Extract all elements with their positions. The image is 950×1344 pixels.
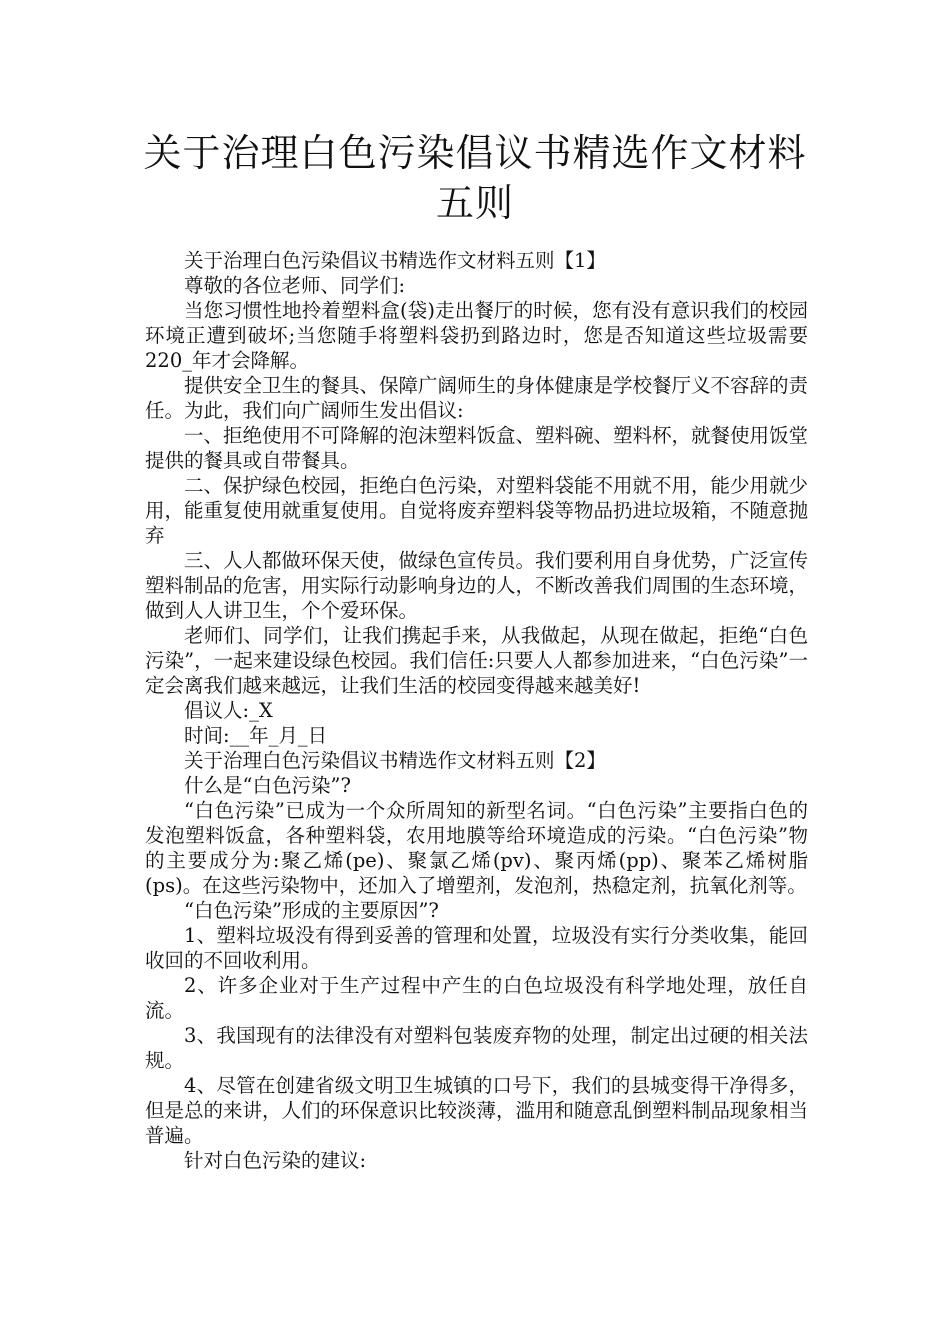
paragraph: 一、拒绝使用不可降解的泡沫塑料饭盒、塑料碗、塑料杯，就餐使用饭堂提供的餐具或自带餐具。 <box>145 424 809 472</box>
paragraph: 当您习惯性地拎着塑料盒(袋)走出餐厅的时候，您有没有意识我们的校园环境正遭到破坏;当您随手将塑料袋扔到路边时，您是否知道这些垃圾需要220_年才会降解。 <box>145 299 808 372</box>
paragraph: 2、许多企业对于生产过程中产生的白色垃圾没有科学地处理，放任自流。 <box>145 974 808 1022</box>
paragraph: 提供安全卫生的餐具、保障广阔师生的身体健康是学校餐厅义不容辞的责任。为此，我们向广阔师生发出倡议: <box>145 374 809 422</box>
paragraph: 二、保护绿色校园，拒绝白色污染，对塑料袋能不用就不用，能少用就少用，能重复使用就重复使用。自觉将废弃塑料袋等物品扔进垃圾箱，不随意抛弃 <box>145 474 809 547</box>
paragraph: 3、我国现有的法律没有对塑料包装废弃物的处理，制定出过硬的相关法规。 <box>145 1024 808 1072</box>
paragraph: “白色污染”形成的主要原因”? <box>184 899 439 922</box>
paragraph: 三、人人都做环保天使，做绿色宣传员。我们要利用自身优势，广泛宣传塑料制品的危害，用实际行动影响身边的人，不断改善我们周围的生态环境，做到人人讲卫生，个个爱环保。 <box>145 549 809 622</box>
document-body <box>145 248 808 1173</box>
paragraph: 1、塑料垃圾没有得到妥善的管理和处置，垃圾没有实行分类收集，能回收回的不回收利用。 <box>145 924 808 972</box>
paragraph: 4、尽管在创建省级文明卫生城镇的口号下，我们的县城变得干净得多，但是总的来讲，人们的环保意识比较淡薄，滥用和随意乱倒塑料制品现象相当普遍。 <box>145 1074 809 1147</box>
paragraph: 什么是“白色污染”? <box>184 774 351 797</box>
paragraph: 时间:__年_月_日 <box>184 724 328 747</box>
paragraph: 尊敬的各位老师、同学们: <box>184 274 406 297</box>
paragraph: “白色污染”已成为一个众所周知的新型名词。“白色污染”主要指白色的发泡塑料饭盒，各种塑料袋，农用地膜等给环境造成的污染。“白色污染”物的主要成分为:聚乙烯(pe)、聚氯乙烯(pv)、聚丙烯(pp)、聚苯乙烯树脂(ps)。在这些污染物中，还加入了增塑剂，发泡剂，热稳定剂，抗氧化剂等。 <box>145 799 808 897</box>
paragraph: 关于治理白色污染倡议书精选作文材料五则【2】 <box>184 749 606 772</box>
paragraph: 老师们、同学们，让我们携起手来，从我做起，从现在做起，拒绝“白色污染”，一起来建设绿色校园。我们信任:只要人人都参加进来，“白色污染”一定会离我们越来越远，让我们生活的校园变得越来越美好! <box>145 624 808 697</box>
paragraph: 倡议人:_X <box>184 699 273 722</box>
paragraph: 关于治理白色污染倡议书精选作文材料五则【1】 <box>184 249 606 272</box>
document-title: 关于治理白色污染倡议书精选作文材料五则 <box>143 131 807 225</box>
paragraph: 针对白色污染的建议: <box>184 1149 367 1172</box>
